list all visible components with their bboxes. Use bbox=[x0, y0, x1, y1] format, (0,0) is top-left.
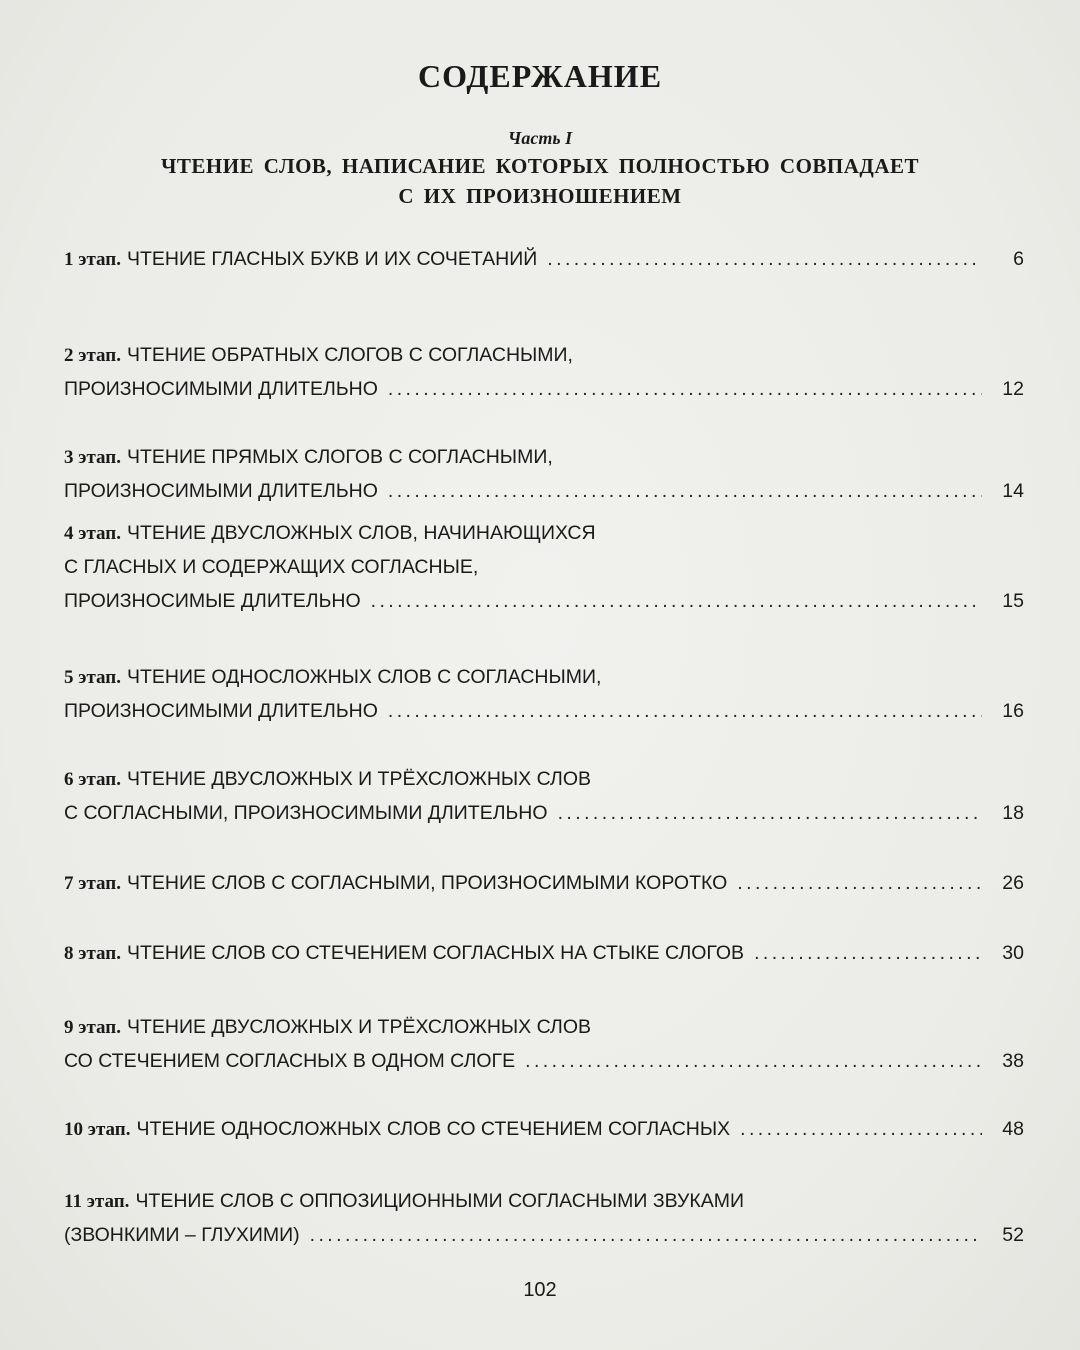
dot-leader bbox=[525, 1050, 982, 1073]
toc-entry-text: ЧТЕНИЕ СЛОВ СО СТЕЧЕНИЕМ СОГЛАСНЫХ НА СТЫКЕ СЛОГОВ bbox=[126, 942, 745, 964]
toc-page-number: 48 bbox=[1002, 1118, 1024, 1140]
toc-entry-text: (ЗВОНКИМИ – ГЛУХИМИ) bbox=[64, 1224, 300, 1246]
toc-entry-text: СО СТЕЧЕНИЕМ СОГЛАСНЫХ В ОДНОМ СЛОГЕ bbox=[64, 1050, 516, 1072]
toc-entry-line bbox=[64, 700, 1024, 730]
page-title: СОДЕРЖАНИЕ bbox=[417, 58, 663, 94]
dot-leader bbox=[754, 942, 982, 965]
toc-entry-line bbox=[64, 378, 1024, 408]
toc-entry-line bbox=[64, 556, 1024, 586]
toc-entry-text: ЧТЕНИЕ ОБРАТНЫХ СЛОГОВ С СОГЛАСНЫМИ, bbox=[126, 344, 573, 366]
toc-page-number: 52 bbox=[1002, 1224, 1024, 1246]
toc-entry-text: ЧТЕНИЕ ДВУСЛОЖНЫХ И ТРЁХСЛОЖНЫХ СЛОВ bbox=[126, 1016, 591, 1038]
toc-entry-line bbox=[64, 1190, 1024, 1220]
toc-entry-text: ЧТЕНИЕ ПРЯМЫХ СЛОГОВ С СОГЛАСНЫМИ, bbox=[126, 446, 553, 468]
dot-leader bbox=[547, 248, 982, 271]
toc-entry-line bbox=[64, 872, 1024, 902]
toc-stage-label: 4 этап. bbox=[64, 523, 121, 544]
toc-page-number: 26 bbox=[1002, 872, 1024, 894]
toc-entry-line bbox=[64, 248, 1024, 278]
toc-entry-text: ЧТЕНИЕ ГЛАСНЫХ БУКВ И ИХ СОЧЕТАНИЙ bbox=[126, 248, 538, 270]
toc-page-number: 30 bbox=[1002, 942, 1024, 964]
toc-entry-text: ЧТЕНИЕ ДВУСЛОЖНЫХ И ТРЁХСЛОЖНЫХ СЛОВ bbox=[126, 768, 591, 790]
toc-entry-line bbox=[64, 344, 1024, 374]
toc-entry-text: ЧТЕНИЕ СЛОВ С СОГЛАСНЫМИ, ПРОИЗНОСИМЫМИ КОРОТКО bbox=[126, 872, 728, 894]
toc-stage-label: 6 этап. bbox=[64, 769, 121, 790]
toc-entry-line bbox=[64, 666, 1024, 696]
toc-page-number: 14 bbox=[1002, 480, 1024, 502]
toc-entry-line bbox=[64, 1118, 1024, 1148]
toc-entry-line bbox=[64, 942, 1024, 972]
toc-stage-label: 8 этап. bbox=[64, 943, 121, 964]
toc-entry-text: ПРОИЗНОСИМЫМИ ДЛИТЕЛЬНО bbox=[64, 700, 378, 722]
toc-stage-label: 10 этап. bbox=[64, 1119, 131, 1140]
toc-entry-text: ЧТЕНИЕ СЛОВ С ОППОЗИЦИОННЫМИ СОГЛАСНЫМИ ЗВУКАМИ bbox=[135, 1190, 744, 1212]
dot-leader bbox=[740, 1118, 982, 1141]
toc-entry-text: С ГЛАСНЫХ И СОДЕРЖАЩИХ СОГЛАСНЫЕ, bbox=[64, 556, 479, 578]
toc-stage-label: 5 этап. bbox=[64, 667, 121, 688]
toc-entry-text: ПРОИЗНОСИМЫЕ ДЛИТЕЛЬНО bbox=[64, 590, 361, 612]
toc-entry-line bbox=[64, 1224, 1024, 1254]
toc-page-number: 12 bbox=[1002, 378, 1024, 400]
dot-leader bbox=[558, 802, 982, 825]
part-title-line-1: ЧТЕНИЕ СЛОВ, НАПИСАНИЕ КОТОРЫХ ПОЛНОСТЬЮ СОВПАДАЕТ bbox=[160, 154, 920, 178]
toc-entry-text: ЧТЕНИЕ ДВУСЛОЖНЫХ СЛОВ, НАЧИНАЮЩИХСЯ bbox=[126, 522, 596, 544]
toc-stage-label: 1 этап. bbox=[64, 249, 121, 270]
toc-entry-line bbox=[64, 446, 1024, 476]
toc-page-number: 38 bbox=[1002, 1050, 1024, 1072]
toc-page-number: 15 bbox=[1002, 590, 1024, 612]
dot-leader bbox=[388, 480, 982, 503]
toc-page-number: 6 bbox=[1013, 248, 1024, 270]
dot-leader bbox=[388, 700, 982, 723]
toc-entry-line bbox=[64, 1016, 1024, 1046]
toc-page-number: 18 bbox=[1002, 802, 1024, 824]
toc-stage-label: 9 этап. bbox=[64, 1017, 121, 1038]
toc-entry-line bbox=[64, 768, 1024, 798]
toc-entry-line bbox=[64, 590, 1024, 620]
toc-entry-line bbox=[64, 480, 1024, 510]
toc-entry-text: С СОГЛАСНЫМИ, ПРОИЗНОСИМЫМИ ДЛИТЕЛЬНО bbox=[64, 802, 548, 824]
toc-entry-line bbox=[64, 802, 1024, 832]
toc-entry-text: ЧТЕНИЕ ОДНОСЛОЖНЫХ СЛОВ СО СТЕЧЕНИЕМ СОГЛАСНЫХ bbox=[136, 1118, 731, 1140]
toc-stage-label: 2 этап. bbox=[64, 345, 121, 366]
toc-entry-text: ЧТЕНИЕ ОДНОСЛОЖНЫХ СЛОВ С СОГЛАСНЫМИ, bbox=[126, 666, 602, 688]
dot-leader bbox=[371, 590, 982, 613]
dot-leader bbox=[388, 378, 982, 401]
toc-page-number: 16 bbox=[1002, 700, 1024, 722]
dot-leader bbox=[737, 872, 982, 895]
page-number: 102 bbox=[523, 1279, 557, 1301]
toc-entry-text: ПРОИЗНОСИМЫМИ ДЛИТЕЛЬНО bbox=[64, 480, 378, 502]
toc-entry-line bbox=[64, 1050, 1024, 1080]
toc-entry-text: ПРОИЗНОСИМЫМИ ДЛИТЕЛЬНО bbox=[64, 378, 378, 400]
dot-leader bbox=[310, 1224, 982, 1247]
toc-entry-line bbox=[64, 522, 1024, 552]
part-label: Часть I bbox=[507, 128, 573, 148]
part-title-line-2: С ИХ ПРОИЗНОШЕНИЕМ bbox=[398, 184, 682, 208]
toc-stage-label: 7 этап. bbox=[64, 873, 121, 894]
toc-stage-label: 11 этап. bbox=[64, 1191, 130, 1212]
toc-stage-label: 3 этап. bbox=[64, 447, 121, 468]
